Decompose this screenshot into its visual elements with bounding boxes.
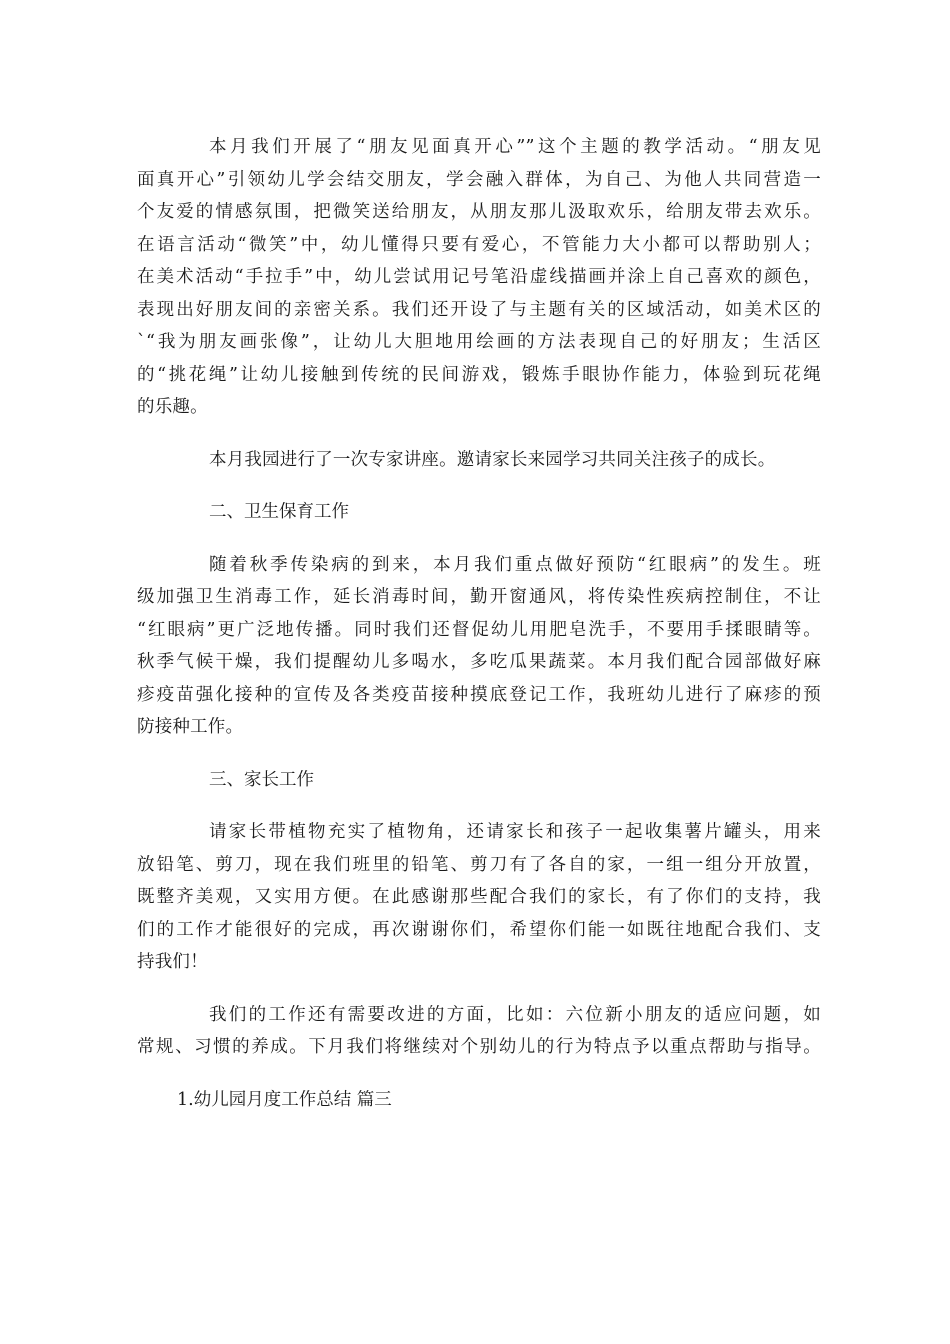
paragraph-line: 疹疫苗强化接种的宣传及各类疫苗接种摸底登记工作，我班幼儿进行了麻疹的预: [137, 684, 821, 705]
paragraph-line: `“我为朋友画张像”，让幼儿大胆地用绘画的方法表现自己的好朋友；生活区: [137, 332, 821, 352]
paragraph-line: 在语言活动“微笑”中，幼儿懂得只要有爱心，不管能力大小都可以帮助别人；: [137, 234, 821, 255]
paragraph-health-care: [137, 549, 821, 744]
paragraph-improvement: [137, 999, 821, 1064]
paragraph-line: 本月我们开展了“朋友见面真开心””这个主题的教学活动。“朋友见: [209, 137, 821, 157]
paragraph-line: 们的工作才能很好的完成，再次谢谢你们，希望你们能一如既往地配合我们、支: [137, 919, 821, 940]
paragraph-line: 常规、习惯的养成。下月我们将继续对个别幼儿的行为特点予以重点帮助与指导。: [137, 1037, 821, 1057]
paragraph-line: 级加强卫生消毒工作，延长消毒时间，勤开窗通风，将传染性疾病控制住，不让: [137, 587, 821, 607]
section-heading-health-care: 二、卫生保育工作: [209, 502, 349, 522]
paragraph-line: 放铅笔、剪刀，现在我们班里的铅笔、剪刀有了各自的家，一组一组分开放置，: [137, 854, 821, 875]
paragraph-line: 个友爱的情感氛围，把微笑送给朋友，从朋友那儿汲取欢乐，给朋友带去欢乐。: [137, 202, 821, 222]
paragraph-line: 的“挑花绳”让幼儿接触到传统的民间游戏，锻炼手眼协作能力，体验到玩花绳: [137, 364, 821, 385]
paragraph-line: “红眼病”更广泛地传播。同时我们还督促幼儿用肥皂洗手，不要用手揉眼睛等。: [137, 619, 821, 640]
paragraph-line: 秋季气候干燥，我们提醒幼儿多喝水，多吃瓜果蔬菜。本月我们配合园部做好麻: [137, 652, 821, 672]
paragraph-line: 的乐趣。: [137, 397, 208, 417]
paragraph-line: 请家长带植物充实了植物角，还请家长和孩子一起收集薯片罐头，用来: [209, 822, 821, 842]
paragraph-line: 既整齐美观，又实用方便。在此感谢那些配合我们的家长，有了你们的支持，我: [137, 887, 821, 907]
paragraph-line: 我们的工作还有需要改进的方面，比如：六位新小朋友的适应问题，如: [209, 1004, 821, 1025]
paragraph-line: 随着秋季传染病的到来，本月我们重点做好预防“红眼病”的发生。班: [209, 554, 821, 575]
paragraph-line: 本月我园进行了一次专家讲座。邀请家长来园学习共同关注孩子的成长。: [209, 449, 776, 470]
section-heading-parent-work: 三、家长工作: [209, 769, 314, 790]
paragraph-parent-work: [137, 816, 821, 979]
section-title-part-three: 1.幼儿园月度工作总结 篇三: [177, 1089, 392, 1110]
paragraph-expert-lecture: [137, 444, 821, 477]
document-body: [137, 131, 821, 1116]
paragraph-line: 在美术活动“手拉手”中，幼儿尝试用记号笔沿虚线描画并涂上自己喜欢的颜色，: [137, 267, 821, 287]
paragraph-line: 表现出好朋友间的亲密关系。我们还开设了与主题有关的区域活动，如美术区的: [137, 299, 821, 320]
paragraph-line: 持我们！: [137, 952, 208, 972]
paragraph-theme-activity: [137, 131, 821, 424]
paragraph-line: 面真开心”引领幼儿学会结交朋友，学会融入群体，为自己、为他人共同营造一: [137, 169, 821, 190]
paragraph-line: 防接种工作。: [137, 717, 244, 737]
